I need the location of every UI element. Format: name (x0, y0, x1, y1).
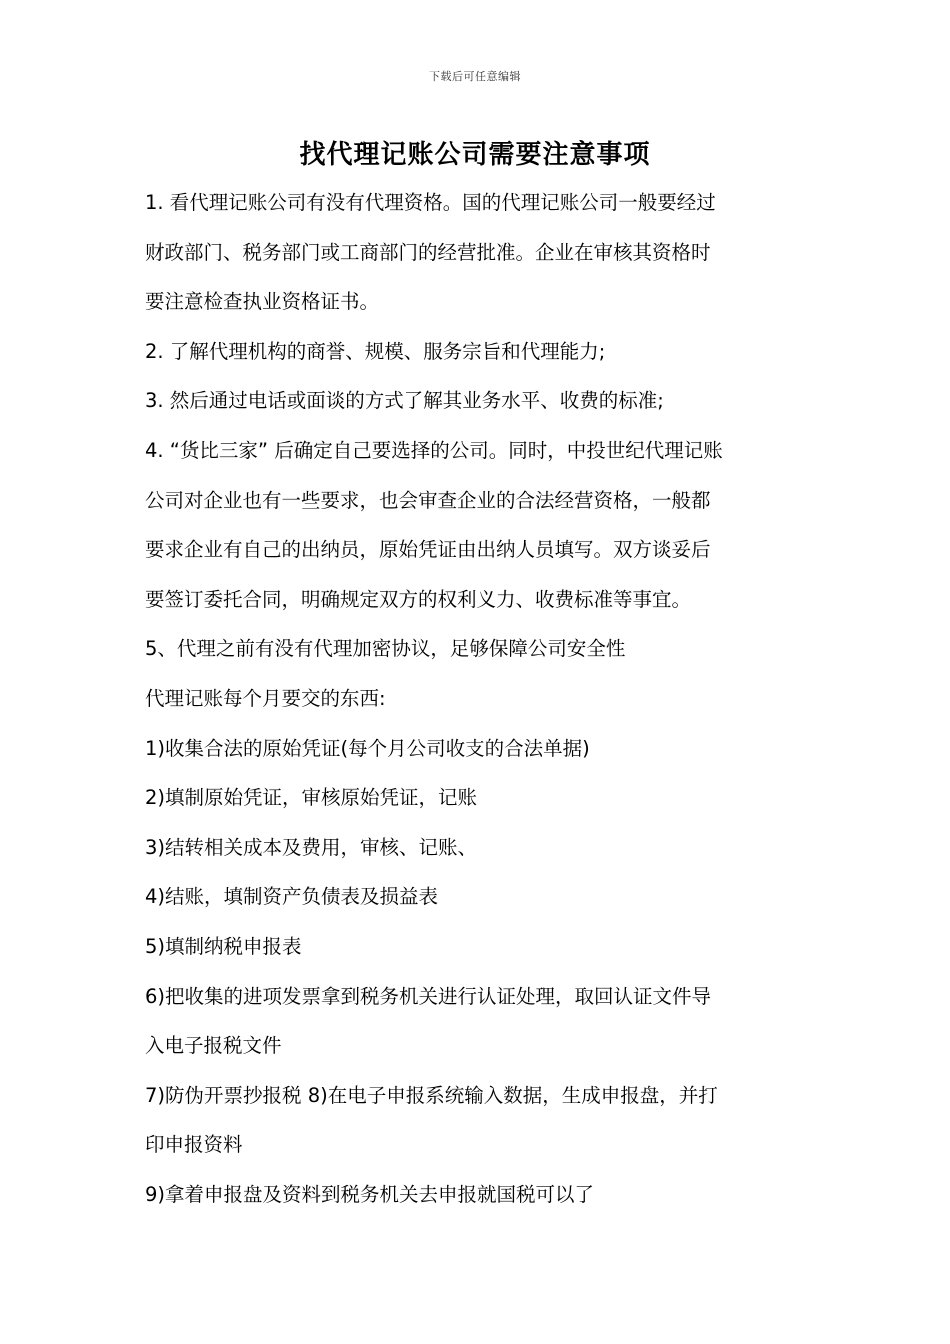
text-line: 7)防伪开票抄报税 8)在电子申报系统输入数据，生成申报盘，并打 (145, 1083, 718, 1107)
document-body (145, 178, 813, 1219)
text-line: 2)填制原始凭证，审核原始凭证，记账 (145, 786, 478, 810)
text-line: 要签订委托合同，明确规定双方的权利义力、收费标准等事宜。 (145, 587, 692, 611)
text-line: 4)结账，填制资产负债表及损益表 (145, 885, 439, 909)
text-line: 4. “货比三家” 后确定自己要选择的公司。同时，中投世纪代理记账 (145, 438, 723, 462)
text-line: 2. 了解代理机构的商誉、规模、服务宗旨和代理能力; (145, 339, 606, 363)
text-line: 9)拿着申报盘及资料到税务机关去申报就国税可以了 (145, 1182, 595, 1206)
text-line: 财政部门、税务部门或工商部门的经营批准。企业在审核其资格时 (145, 240, 711, 264)
text-line: 入电子报税文件 (145, 1034, 282, 1058)
text-line: 5、代理之前有没有代理加密协议，足够保障公司安全性 (145, 637, 626, 661)
text-line: 1. 看代理记账公司有没有代理资格。国的代理记账公司一般要经过 (145, 191, 716, 214)
text-line: 3)结转相关成本及费用，审核、记账、 (145, 835, 478, 859)
text-line: 要求企业有自己的出纳员，原始凭证由出纳人员填写。双方谈妥后 (145, 538, 711, 562)
header-note: 下载后可任意编辑 (429, 70, 521, 83)
text-line: 代理记账每个月要交的东西: (145, 686, 386, 710)
text-line: 公司对企业也有一些要求，也会审查企业的合法经营资格，一般都 (145, 488, 711, 512)
text-line: 5)填制纳税申报表 (145, 934, 302, 958)
document-title: 找代理记账公司需要注意事项 (299, 140, 651, 170)
text-line: 印申报资料 (145, 1133, 243, 1157)
text-line: 3. 然后通过电话或面谈的方式了解其业务水平、收费的标准; (145, 389, 664, 413)
text-line: 1)收集合法的原始凭证(每个月公司收支的合法单据) (145, 736, 590, 760)
text-line: 要注意检查执业资格证书。 (145, 290, 380, 314)
text-line: 6)把收集的进项发票拿到税务机关进行认证处理，取回认证文件导 (145, 984, 712, 1008)
